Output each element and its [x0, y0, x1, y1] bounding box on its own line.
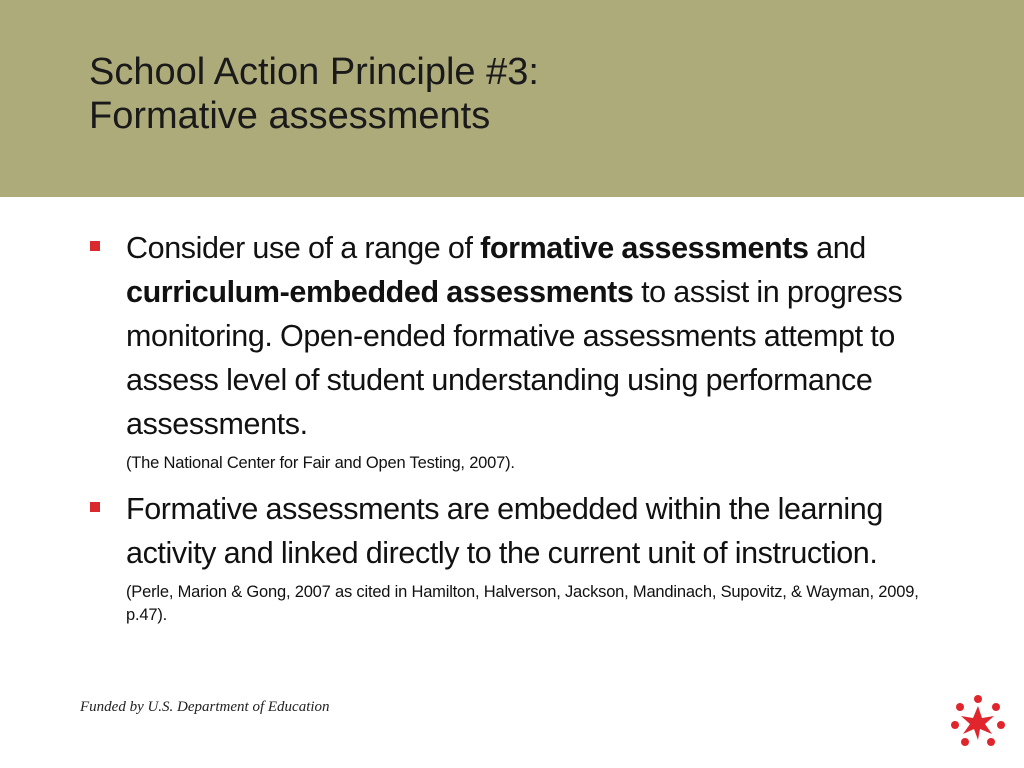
- bullet-text-part: Formative assessments are embedded within the learning activity and linked directly to the current unit of instruction.: [126, 492, 883, 570]
- bullet-item: [90, 487, 950, 627]
- slide-body: [90, 226, 950, 627]
- citation: (The National Center for Fair and Open Testing, 2007).: [126, 454, 515, 472]
- funding-footer: Funded by U.S. Department of Education: [80, 699, 330, 715]
- bullet-item: [90, 226, 950, 475]
- bullet-text-part: and: [808, 231, 866, 265]
- title-line-2: Formative assessments: [89, 95, 491, 137]
- bold-term: curriculum-embedded assessments: [126, 275, 634, 309]
- bullet-text-part: Consider use of a range of: [126, 231, 481, 265]
- bullet-text-part: to assist in progress monitoring. Open-ended formative assessments attempt to assess level of student understanding using performance assessments.: [126, 275, 903, 441]
- bullet-text: [126, 487, 950, 575]
- slide-title: [89, 50, 539, 138]
- square-bullet-icon: [90, 502, 100, 512]
- citation: (Perle, Marion & Gong, 2007 as cited in Hamilton, Halverson, Jackson, Mandinach, Supovitz, & Wayman, 2009, p.47).: [126, 583, 919, 624]
- bullet-text: [126, 226, 950, 446]
- star-burst-logo-icon: [950, 694, 1006, 750]
- title-line-1: School Action Principle #3:: [89, 51, 539, 93]
- square-bullet-icon: [90, 241, 100, 251]
- title-band: [0, 0, 1024, 197]
- bold-term: formative assessments: [480, 231, 809, 265]
